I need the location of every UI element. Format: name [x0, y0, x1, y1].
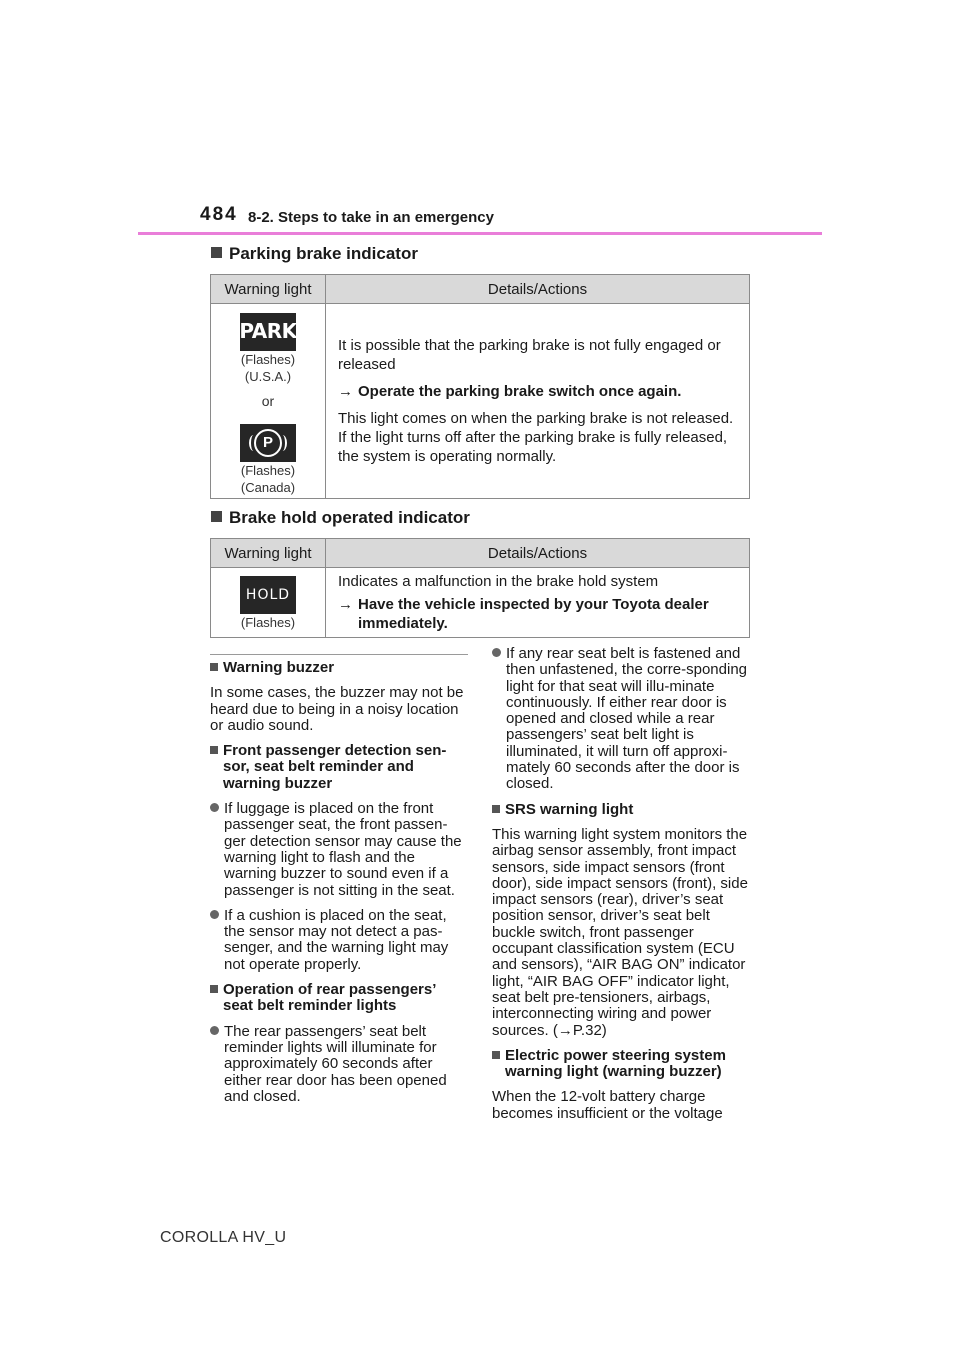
col-details-actions: Details/Actions [326, 275, 750, 304]
header-rule [138, 232, 822, 235]
paragraph: When the 12-volt battery charge becomes insufficient or the voltage [492, 1088, 723, 1122]
section-title-brake-hold: Brake hold operated indicator [211, 508, 470, 528]
table-row [211, 304, 750, 499]
hold-warning-icon: HOLD [240, 576, 296, 614]
section-square-icon [211, 247, 222, 258]
bullet-square-icon [492, 1051, 500, 1059]
detail-text: Indicates a malfunction in the brake hold system [338, 573, 659, 590]
parking-brake-p-icon: P [240, 424, 296, 462]
icon-region-note: (U.S.A.) [244, 368, 292, 384]
park-warning-icon: PARK [240, 313, 296, 351]
left-column [210, 660, 468, 1114]
col-warning-light: Warning light [211, 275, 326, 304]
right-column [492, 646, 750, 1131]
bullet-dot-icon [210, 803, 219, 812]
parking-brake-table [210, 274, 750, 499]
icon-region-note: (Canada) [240, 479, 296, 495]
brake-hold-table [210, 538, 750, 638]
heading-rear-seat-belt-reminder: Operation of rear passengers’ seat belt reminder lights [210, 982, 468, 1015]
table-header-row [211, 275, 750, 304]
action-text: → Have the vehicle inspected by your Toyota dealer immediately. [338, 596, 709, 632]
col-warning-light: Warning light [211, 539, 326, 568]
detail-text: This light comes on when the parking brake is not released. If the light turns off after the parking brake is fully released, the system is operating normally. [338, 410, 734, 465]
bullet-item: The rear passengers’ seat belt reminder lights will illuminate for approximately 60 seconds after either rear door has been opened and closed. [210, 1024, 468, 1105]
arrow-icon: → [557, 1021, 573, 1039]
arrow-icon: → [338, 596, 353, 613]
bullet-square-icon [210, 663, 218, 671]
paragraph: This warning light system monitors the airbag sensor assembly, front impact sensors, side impact sensors (front door), side impact sensors (front), side impact sensors (rear), driver’s seat position sensor, driver’s seat belt buckle switch, front passenger occupant classification system (ECU and sensors), “AIR BAG ON” indicator light, “AIR BAG OFF” indicator light, seat belt pre-tensioners, airbags, interconnecting wiring and power sources. (→P.32) [492, 825, 748, 1039]
bullet-dot-icon [492, 648, 501, 657]
section-title-parking-brake: Parking brake indicator [211, 244, 418, 264]
paragraph: In some cases, the buzzer may not be heard due to being in a noisy location or audio sound. [210, 684, 464, 734]
details-cell [326, 568, 750, 638]
bullet-item: If luggage is placed on the front passenger seat, the front passen-ger detection sensor may cause the warning light to flash and the warning buzzer to sound even if a passenger is not sitting in the seat. [210, 801, 468, 899]
icon-flash-note: (Flashes) [240, 615, 296, 630]
column-divider [210, 654, 468, 655]
or-separator: or [261, 392, 275, 409]
section-square-icon [211, 511, 222, 522]
detail-text: It is possible that the parking brake is not fully engaged or released [338, 337, 721, 373]
page-number: 484 [200, 204, 238, 225]
warning-light-cell [211, 304, 326, 499]
col-details-actions: Details/Actions [326, 539, 750, 568]
bullet-item: If any rear seat belt is fastened and then unfastened, the corre-sponding light for that seat will illu-minate continuously. If either rear door is opened and closed while a rear passengers’ seat belt light is illuminated, it will turn off approxi-mately 60 seconds after the door is closed. [492, 646, 750, 793]
table-header-row [211, 539, 750, 568]
chapter-title: 8-2. Steps to take in an emergency [248, 209, 494, 226]
arrow-icon: → [338, 383, 353, 400]
bullet-dot-icon [210, 910, 219, 919]
table-row [211, 568, 750, 638]
bullet-square-icon [210, 746, 218, 754]
icon-flash-note: (Flashes) [240, 351, 296, 367]
bullet-square-icon [210, 985, 218, 993]
bullet-dot-icon [210, 1026, 219, 1035]
warning-light-cell [211, 568, 326, 638]
icon-flash-note: (Flashes) [240, 462, 296, 478]
bullet-square-icon [492, 805, 500, 813]
heading-warning-buzzer: Warning buzzer [210, 660, 468, 676]
heading-srs-warning-light: SRS warning light [492, 802, 750, 818]
heading-front-passenger-sensor: Front passenger detection sen-sor, seat belt reminder and warning buzzer [210, 743, 468, 792]
action-text: → Operate the parking brake switch once again. [338, 383, 682, 400]
bullet-item: If a cushion is placed on the seat, the sensor may not detect a pas-senger, and the warning light may not operate properly. [210, 908, 468, 973]
page-reference-link[interactable]: P.32 [572, 1021, 602, 1039]
details-cell [326, 304, 750, 499]
footer-model: COROLLA HV_U [160, 1229, 287, 1246]
heading-eps-warning-light: Electric power steering system warning light (warning buzzer) [492, 1048, 750, 1081]
